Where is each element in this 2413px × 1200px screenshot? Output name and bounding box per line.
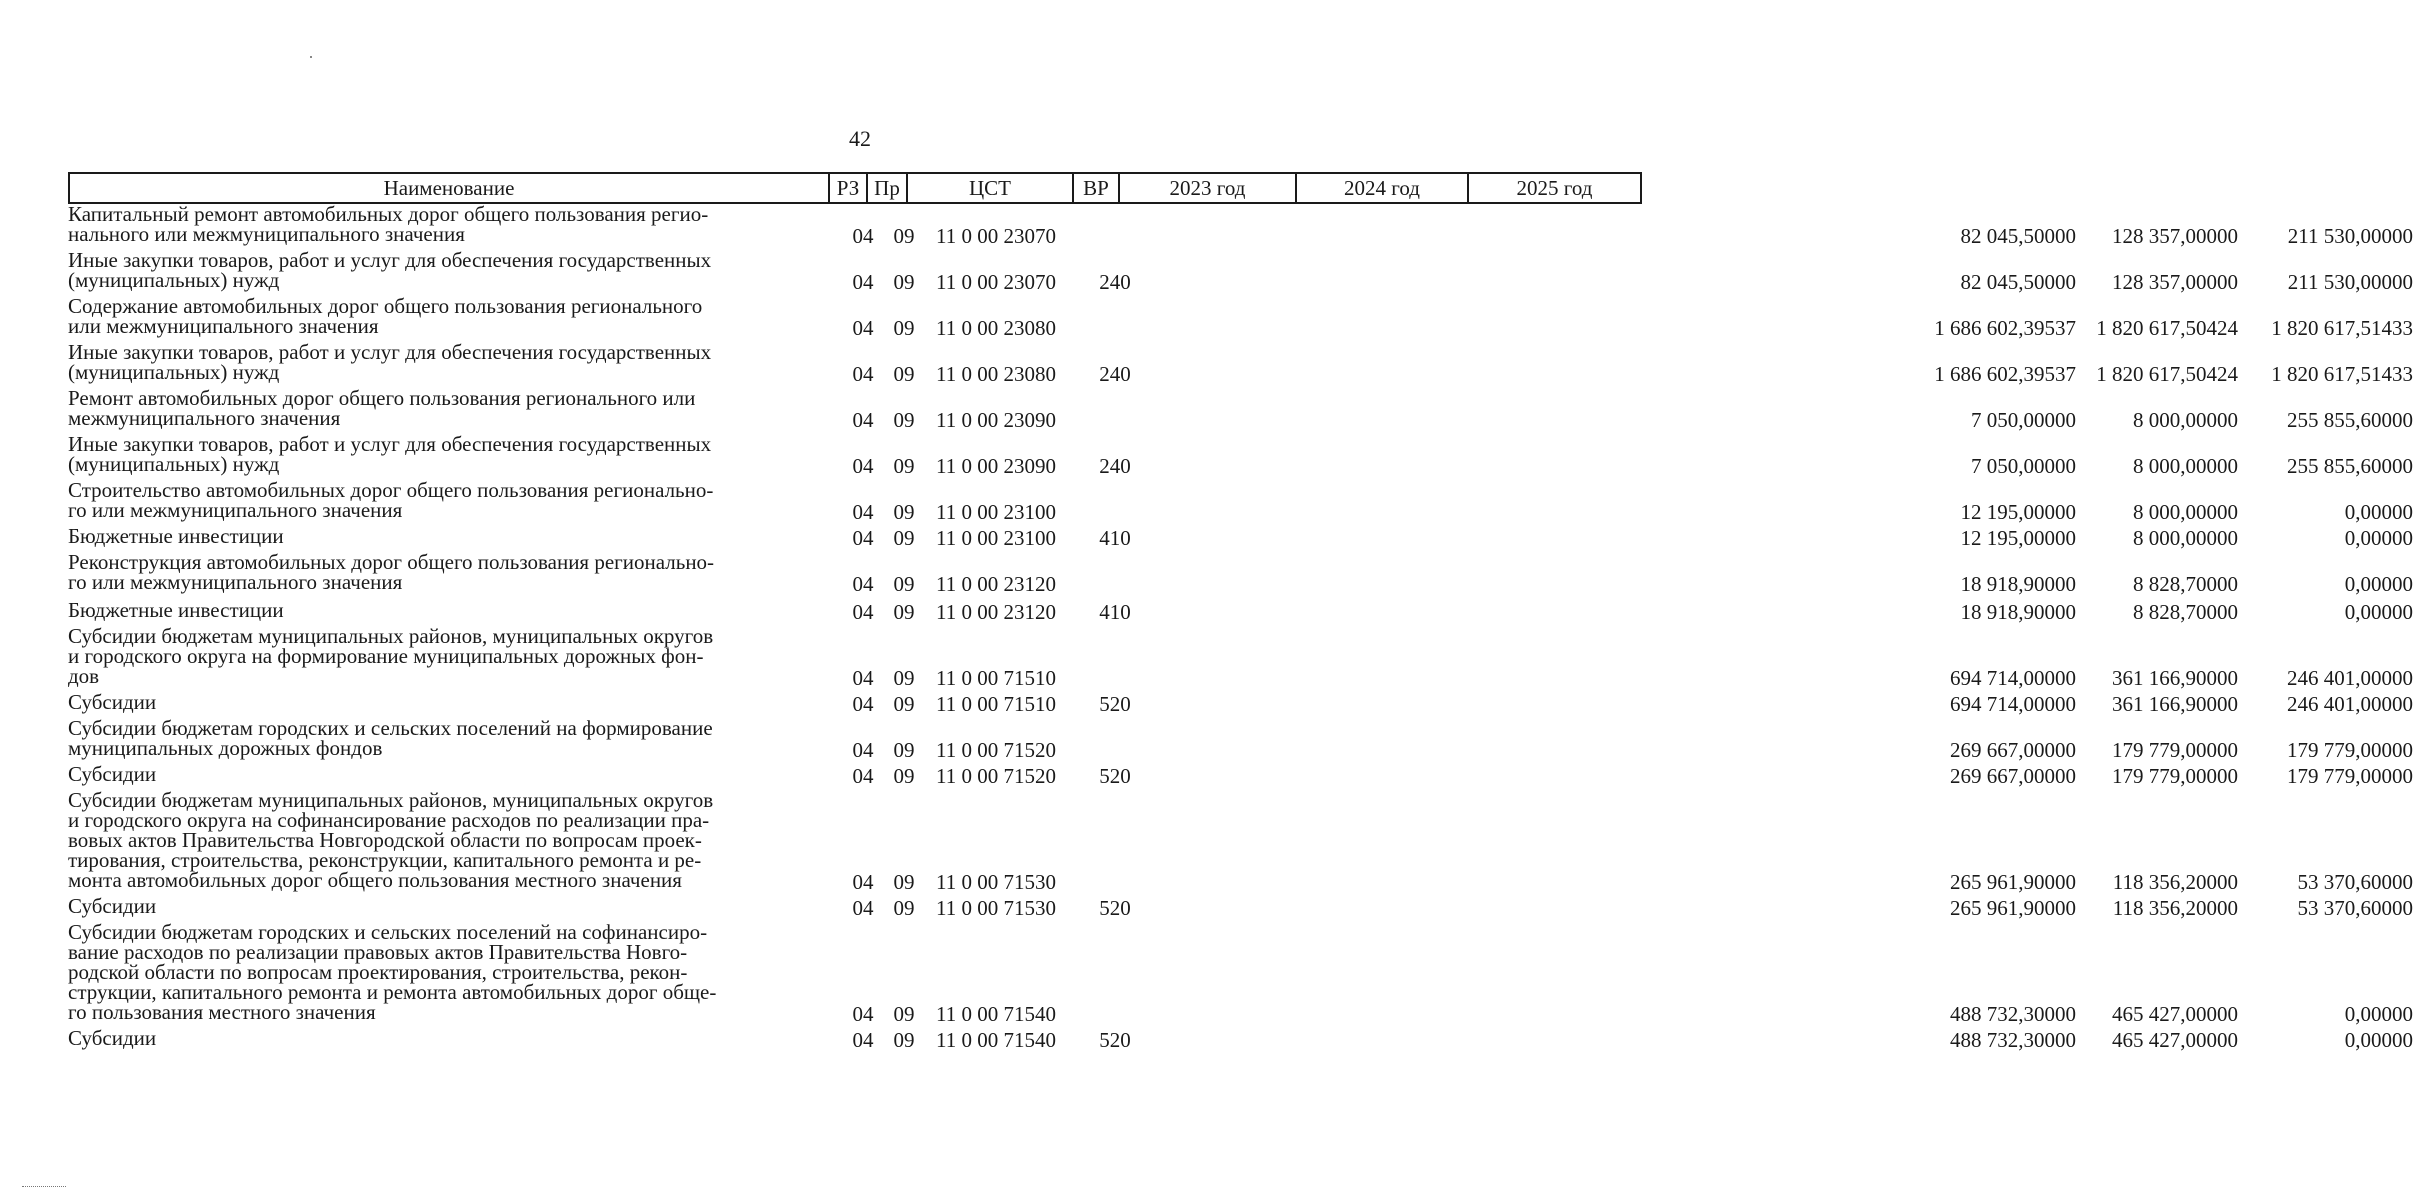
scan-speck [310,56,312,58]
row-rz: 04 [852,1002,874,1026]
row-2025: 255 855,60000 [2287,408,2413,432]
table-row [68,524,2413,550]
table-row [68,788,2413,894]
row-cst: 11 0 00 23070 [936,270,1056,294]
row-2023: 12 195,00000 [1960,526,2076,550]
row-2025: 0,00000 [2344,526,2413,550]
row-2023: 694 714,00000 [1950,692,2076,716]
table-row [68,478,2413,524]
row-cst: 11 0 00 23070 [936,224,1056,248]
row-2025: 0,00000 [2344,600,2413,624]
row-rz: 04 [852,362,874,386]
table-row [68,762,2413,788]
row-pr: 09 [893,1002,915,1026]
row-2024: 465 427,00000 [2112,1002,2238,1026]
row-cst: 11 0 00 71520 [936,738,1056,762]
row-2023: 82 045,50000 [1960,224,2076,248]
row-cst: 11 0 00 71530 [936,870,1056,894]
row-name: Реконструкция автомобильных дорог общего пользования регионально- го или межмуниципального значения [68,550,715,594]
row-2024: 128 357,00000 [2112,224,2238,248]
table-row [68,386,2413,432]
row-rz: 04 [852,870,874,894]
row-vr: 240 [1099,454,1131,478]
row-name: Бюджетные инвестиции [68,598,284,622]
row-pr: 09 [893,362,915,386]
row-2025: 1 820 617,51433 [2271,362,2413,386]
table-row [68,432,2413,478]
table-row [68,920,2413,1026]
row-2024: 361 166,90000 [2112,666,2238,690]
row-2023: 488 732,30000 [1950,1028,2076,1052]
row-rz: 04 [852,692,874,716]
row-2023: 18 918,90000 [1960,572,2076,596]
row-rz: 04 [852,1028,874,1052]
row-2024: 128 357,00000 [2112,270,2238,294]
row-2024: 8 828,70000 [2133,600,2238,624]
row-vr: 520 [1099,692,1131,716]
table-row [68,294,2413,340]
row-cst: 11 0 00 23090 [936,408,1056,432]
row-rz: 04 [852,224,874,248]
row-rz: 04 [852,454,874,478]
row-2025: 0,00000 [2344,500,2413,524]
row-pr: 09 [893,454,915,478]
header-2024: 2024 год [1297,174,1469,202]
row-2023: 269 667,00000 [1950,764,2076,788]
row-name: Субсидии бюджетам городских и сельских поселений на софинансиро- вание расходов по реализации правовых актов Правительства Новго- родской области по вопросам проектирования, строительства, рекон- струкции, капитального ремонта и ремонта автомобильных дорог обще- го пользования местного значения [68,920,717,1024]
row-2024: 179 779,00000 [2112,738,2238,762]
row-rz: 04 [852,572,874,596]
header-name: Наименование [70,174,830,202]
row-2025: 246 401,00000 [2287,692,2413,716]
table-body [68,202,2413,1052]
row-2023: 265 961,90000 [1950,870,2076,894]
row-2024: 8 828,70000 [2133,572,2238,596]
row-name: Капитальный ремонт автомобильных дорог общего пользования регио- нального или межмуниципального значения [68,202,709,246]
row-cst: 11 0 00 23100 [936,526,1056,550]
table-row [68,894,2413,920]
row-2024: 118 356,20000 [2112,896,2238,920]
row-cst: 11 0 00 23090 [936,454,1056,478]
row-name: Субсидии бюджетам муниципальных районов, муниципальных округов и городского округа на софинансирование расходов по реализации пра- вовых актов Правительства Новгородской области по вопросам проек- тирования, строительства, реконструкции, капитального ремонта и ре- монта автомобильных дорог общего пользования местного значения [68,788,714,892]
row-name: Субсидии [68,894,157,918]
table-row [68,248,2413,294]
row-2025: 179 779,00000 [2287,764,2413,788]
row-vr: 240 [1099,362,1131,386]
row-2023: 269 667,00000 [1950,738,2076,762]
row-2024: 118 356,20000 [2112,870,2238,894]
table-row [68,340,2413,386]
header-rz: РЗ [830,174,868,202]
row-cst: 11 0 00 71540 [936,1028,1056,1052]
row-name: Субсидии бюджетам муниципальных районов, муниципальных округов и городского округа на формирование муниципальных дорожных фон- дов [68,624,714,688]
row-name: Субсидии [68,762,157,786]
row-2023: 1 686 602,39537 [1934,362,2076,386]
row-pr: 09 [893,692,915,716]
row-name: Иные закупки товаров, работ и услуг для обеспечения государственных (муниципальных) нужд [68,432,712,476]
row-2023: 82 045,50000 [1960,270,2076,294]
row-2024: 179 779,00000 [2112,764,2238,788]
row-2024: 361 166,90000 [2112,692,2238,716]
row-2025: 255 855,60000 [2287,454,2413,478]
row-2025: 0,00000 [2344,1028,2413,1052]
row-2023: 1 686 602,39537 [1934,316,2076,340]
row-name: Иные закупки товаров, работ и услуг для обеспечения государственных (муниципальных) нужд [68,248,712,292]
row-name: Субсидии бюджетам городских и сельских поселений на формирование муниципальных дорожных фондов [68,716,713,760]
row-name: Субсидии [68,1026,157,1050]
row-2024: 8 000,00000 [2133,454,2238,478]
row-name: Иные закупки товаров, работ и услуг для обеспечения государственных (муниципальных) нужд [68,340,712,384]
row-2024: 1 820 617,50424 [2096,362,2238,386]
row-pr: 09 [893,1028,915,1052]
row-2023: 18 918,90000 [1960,600,2076,624]
row-rz: 04 [852,600,874,624]
row-rz: 04 [852,738,874,762]
table-row [68,598,2413,624]
row-2025: 53 370,60000 [2297,896,2413,920]
row-2025: 211 530,00000 [2287,270,2413,294]
row-pr: 09 [893,500,915,524]
table-row [68,624,2413,690]
row-2025: 179 779,00000 [2287,738,2413,762]
row-rz: 04 [852,764,874,788]
table-row [68,202,2413,248]
row-pr: 09 [893,316,915,340]
row-rz: 04 [852,408,874,432]
row-2023: 694 714,00000 [1950,666,2076,690]
row-2024: 8 000,00000 [2133,500,2238,524]
header-cst: ЦСТ [908,174,1074,202]
page-number: 42 [849,126,871,151]
table-row [68,690,2413,716]
row-pr: 09 [893,408,915,432]
header-2023: 2023 год [1120,174,1297,202]
row-pr: 09 [893,526,915,550]
header-vr: ВР [1074,174,1120,202]
row-name: Бюджетные инвестиции [68,524,284,548]
row-2025: 0,00000 [2344,1002,2413,1026]
row-pr: 09 [893,224,915,248]
row-2025: 246 401,00000 [2287,666,2413,690]
row-rz: 04 [852,526,874,550]
row-vr: 410 [1099,600,1131,624]
row-name: Строительство автомобильных дорог общего пользования регионально- го или межмуниципального значения [68,478,714,522]
row-rz: 04 [852,666,874,690]
row-vr: 410 [1099,526,1131,550]
row-cst: 11 0 00 23080 [936,316,1056,340]
row-2023: 265 961,90000 [1950,896,2076,920]
row-2023: 488 732,30000 [1950,1002,2076,1026]
row-vr: 240 [1099,270,1131,294]
row-cst: 11 0 00 23120 [936,572,1056,596]
row-pr: 09 [893,572,915,596]
row-cst: 11 0 00 71520 [936,764,1056,788]
row-pr: 09 [893,896,915,920]
row-2023: 7 050,00000 [1971,408,2076,432]
row-cst: 11 0 00 23100 [936,500,1056,524]
row-cst: 11 0 00 71530 [936,896,1056,920]
table-header [68,172,1642,204]
row-rz: 04 [852,896,874,920]
table-row [68,550,2413,596]
header-pr: Пр [868,174,908,202]
row-pr: 09 [893,666,915,690]
table-row [68,716,2413,762]
row-cst: 11 0 00 71540 [936,1002,1056,1026]
row-2024: 8 000,00000 [2133,526,2238,550]
header-2025: 2025 год [1469,174,1642,202]
row-vr: 520 [1099,764,1131,788]
row-pr: 09 [893,738,915,762]
row-vr: 520 [1099,1028,1131,1052]
row-rz: 04 [852,270,874,294]
row-name: Субсидии [68,690,157,714]
row-rz: 04 [852,316,874,340]
row-cst: 11 0 00 23080 [936,362,1056,386]
row-2024: 8 000,00000 [2133,408,2238,432]
row-pr: 09 [893,764,915,788]
row-2025: 53 370,60000 [2297,870,2413,894]
row-2025: 0,00000 [2344,572,2413,596]
row-pr: 09 [893,600,915,624]
row-vr: 520 [1099,896,1131,920]
row-2024: 465 427,00000 [2112,1028,2238,1052]
row-2025: 1 820 617,51433 [2271,316,2413,340]
table-row [68,1026,2413,1052]
row-pr: 09 [893,270,915,294]
row-2025: 211 530,00000 [2287,224,2413,248]
row-rz: 04 [852,500,874,524]
row-pr: 09 [893,870,915,894]
scan-mark [22,1186,66,1187]
row-name: Ремонт автомобильных дорог общего пользования регионального или межмуниципального значения [68,386,696,430]
row-2023: 7 050,00000 [1971,454,2076,478]
row-2024: 1 820 617,50424 [2096,316,2238,340]
row-cst: 11 0 00 71510 [936,692,1056,716]
row-cst: 11 0 00 71510 [936,666,1056,690]
row-name: Содержание автомобильных дорог общего пользования регионального или межмуниципального значения [68,294,703,338]
row-2023: 12 195,00000 [1960,500,2076,524]
row-cst: 11 0 00 23120 [936,600,1056,624]
